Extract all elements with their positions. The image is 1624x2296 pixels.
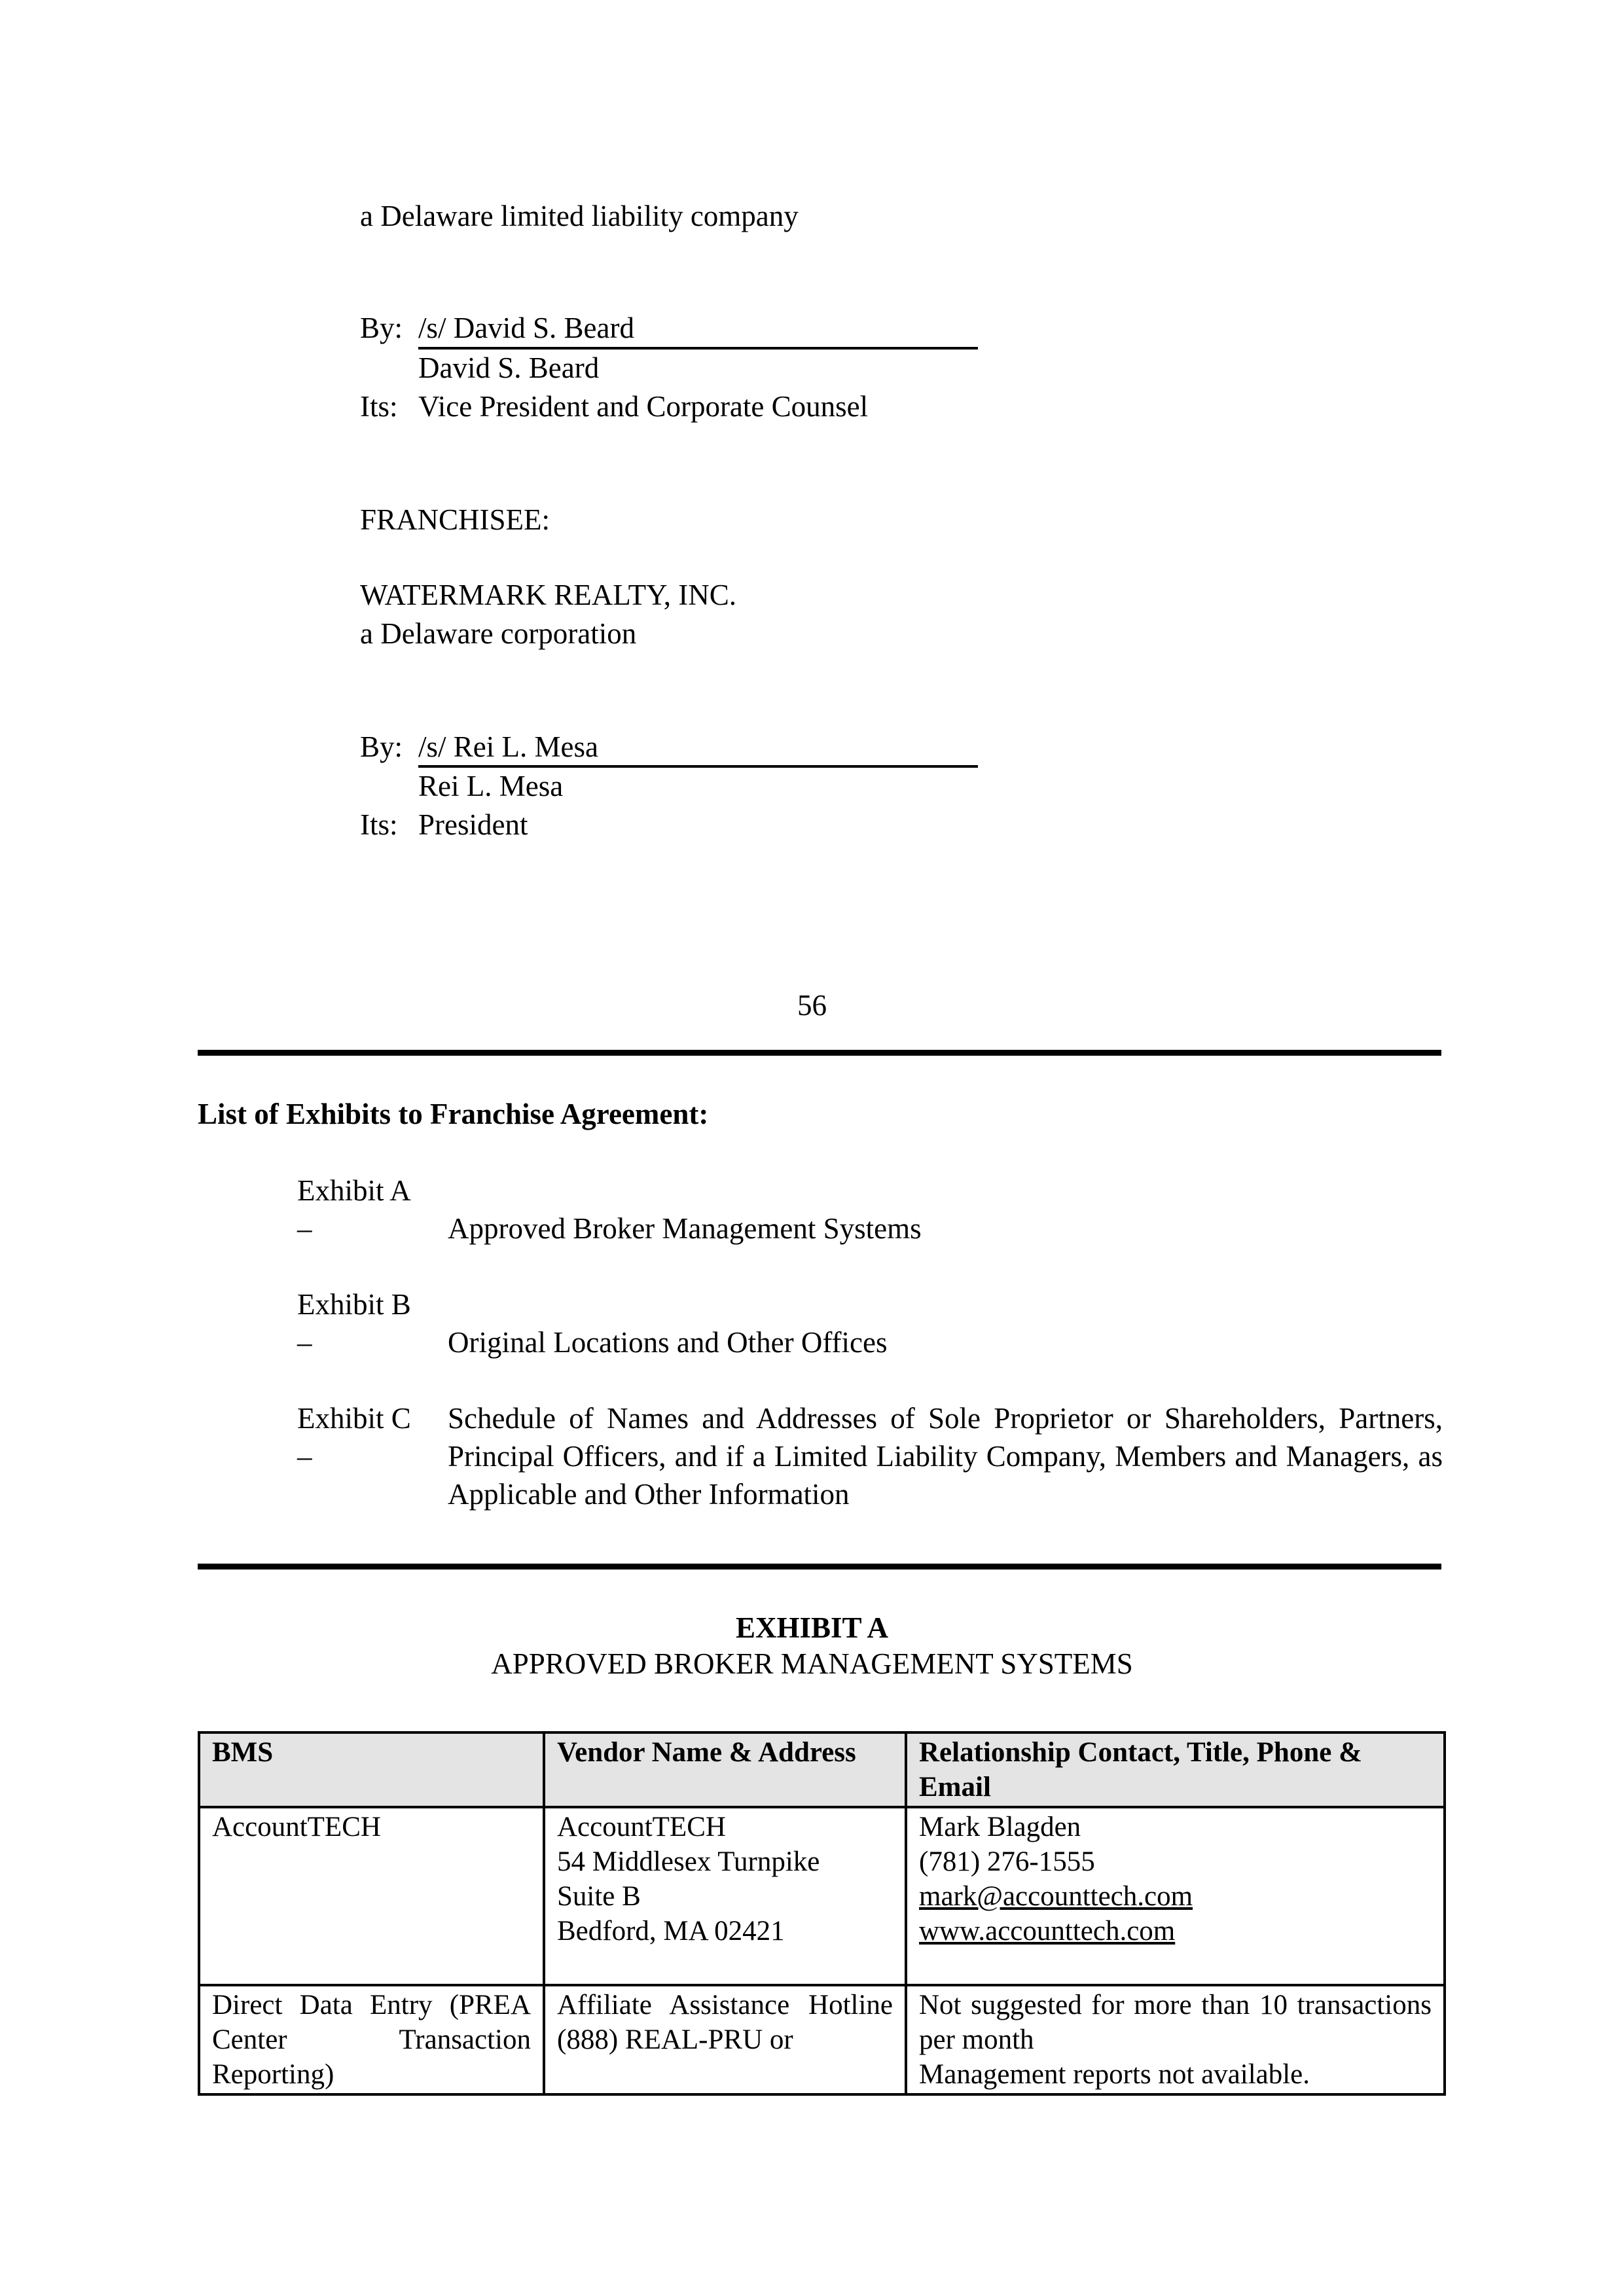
exhibit-description: Original Locations and Other Offices (448, 1326, 888, 1359)
exhibit-description: Approved Broker Management Systems (448, 1212, 922, 1245)
franchisor-by-label: By: (360, 312, 403, 344)
exhibit-a-title: EXHIBIT A (735, 1611, 889, 1644)
exhibit-label: Exhibit B – (297, 1288, 411, 1359)
exhibit-a-subtitle: APPROVED BROKER MANAGEMENT SYSTEMS (491, 1647, 1133, 1680)
column-header-bms: BMS (199, 1732, 544, 1807)
vendor-cell: Affiliate Assistance Hotline (888) REAL-PRU or (544, 1985, 906, 2094)
franchisee-name: WATERMARK REALTY, INC. (360, 579, 737, 611)
exhibit-item-c (297, 1399, 1443, 1513)
page-number: 56 (797, 989, 827, 1022)
franchisor-signer-title: Vice President and Corporate Counsel (418, 390, 869, 423)
franchisee-signer-name: Rei L. Mesa (418, 770, 564, 802)
contact-note: Not suggested for more than 10 transactions per month (919, 1990, 1432, 2055)
exhibit-label: Exhibit C – (297, 1402, 411, 1473)
franchisee-type: a Delaware corporation (360, 617, 637, 650)
exhibit-item-a (297, 1172, 1443, 1247)
vendor-line: 54 Middlesex Turnpike (557, 1846, 820, 1877)
contact-note: Management reports not available. (919, 2059, 1310, 2090)
exhibits-list (297, 1172, 1443, 1513)
section-break-rule (198, 1564, 1441, 1570)
franchisor-signer-name: David S. Beard (418, 351, 600, 384)
franchisee-heading: FRANCHISEE: (360, 503, 550, 536)
table-row (199, 1985, 1445, 2094)
contact-email-link[interactable]: mark@accounttech.com (919, 1881, 1193, 1912)
vendor-cell (544, 1807, 906, 1985)
bms-cell: AccountTECH (199, 1807, 544, 1985)
franchisee-signer-title: President (418, 808, 528, 841)
exhibits-list-heading: List of Exhibits to Franchise Agreement: (198, 1098, 709, 1130)
page-break-rule (198, 1050, 1441, 1056)
vendor-line: Suite B (557, 1881, 641, 1912)
table-row (199, 1807, 1445, 1985)
franchisor-signature: /s/ David S. Beard (418, 312, 634, 344)
exhibit-label: Exhibit A – (297, 1174, 410, 1245)
table-header-row (199, 1732, 1445, 1807)
contact-name: Mark Blagden (919, 1812, 1081, 1842)
company-type: a Delaware limited liability company (360, 200, 799, 232)
contact-phone: (781) 276-1555 (919, 1846, 1095, 1877)
vendor-line: Bedford, MA 02421 (557, 1916, 785, 1946)
contact-cell (906, 1807, 1445, 1985)
exhibit-description: Schedule of Names and Addresses of Sole Proprietor or Shareholders, Partners, Principal Officers, and if a Limited Liability Company, Members and Managers, as Applicable and Other Information (448, 1402, 1443, 1511)
vendor-line: AccountTECH (557, 1812, 726, 1842)
contact-website-link[interactable]: www.accounttech.com (919, 1916, 1176, 1946)
column-header-vendor: Vendor Name & Address (544, 1732, 906, 1807)
bms-table (198, 1731, 1446, 2096)
franchisee-its-label: Its: (360, 808, 398, 841)
column-header-contact: Relationship Contact, Title, Phone & Email (906, 1732, 1445, 1807)
exhibit-item-b (297, 1285, 1443, 1361)
bms-cell: Direct Data Entry (PREA Center Transaction Reporting) (199, 1985, 544, 2094)
franchisee-by-label: By: (360, 730, 403, 763)
franchisee-signature: /s/ Rei L. Mesa (418, 730, 598, 763)
contact-cell (906, 1985, 1445, 2094)
franchisor-its-label: Its: (360, 390, 398, 423)
